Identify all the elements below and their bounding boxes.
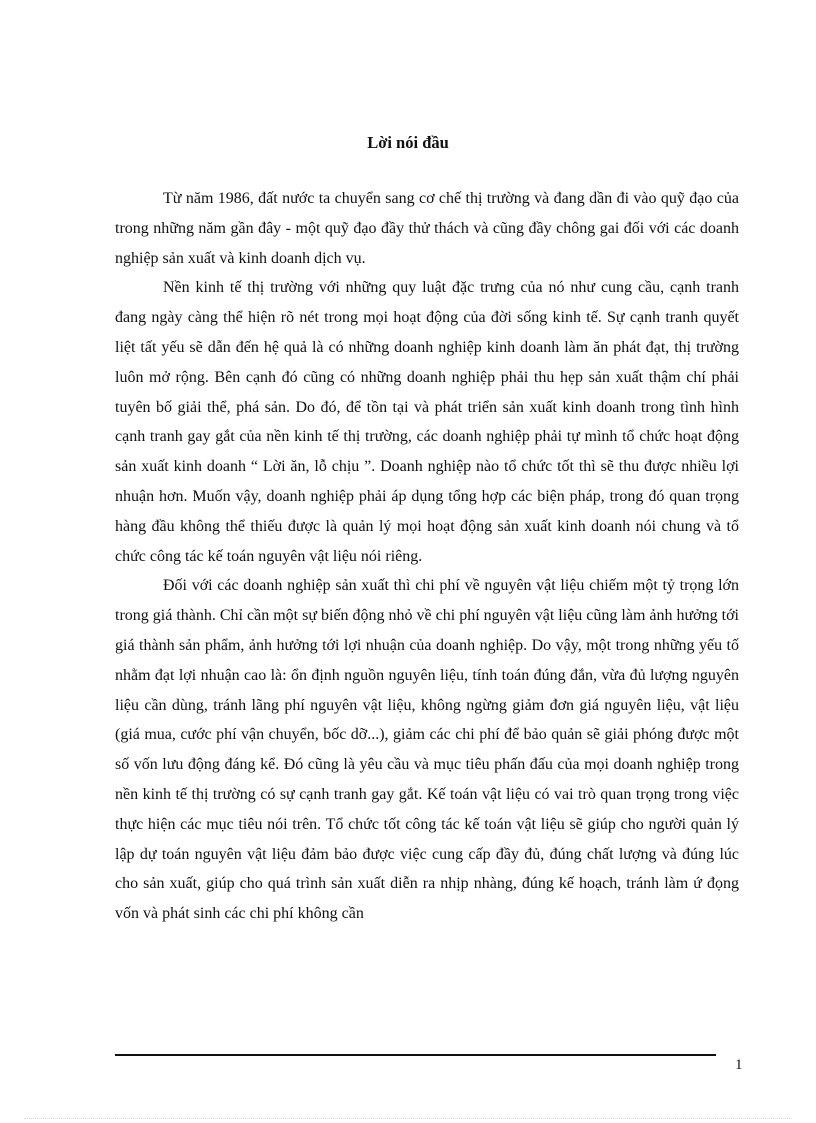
footer-divider	[115, 1054, 716, 1056]
page-title: Lời nói đầu	[367, 133, 449, 152]
paragraph-market-economy: Nền kinh tế thị trường với những quy luật đặc trưng của nó như cung cầu, cạnh tranh đang ngày càng thể hiện rõ nét trong mọi hoạt động của đời sống kinh tế. Sự cạnh tranh quyết liệt tất yếu sẽ dẫn đến hệ quả là có những doanh nghiệp kinh doanh làm ăn phát đạt, thị trường luôn mở rộng. Bên cạnh đó cũng có những doanh nghiệp phải thu hẹp sản xuất thậm chí phải tuyên bố giải thể, phá sản. Do đó, để tồn tại và phát triển sản xuất kinh doanh trong tình hình cạnh tranh gay gắt của nền kinh tế thị trường, các doanh nghiệp phải tự mình tổ chức hoạt động sản xuất kinh doanh “ Lời ăn, lỗ chịu ”. Doanh nghiệp nào tổ chức tốt thì sẽ thu được nhiều lợi nhuận hơn. Muốn vậy, doanh nghiệp phải áp dụng tổng hợp các biện pháp, trong đó quan trọng hàng đầu không thể thiếu được là quản lý mọi hoạt động sản xuất kinh doanh nói chung và tổ chức công tác kế toán nguyên vật liệu nói riêng.	[115, 279, 739, 565]
body-text	[115, 184, 739, 929]
paragraph-material-costs: Đối với các doanh nghiệp sản xuất thì chi phí về nguyên vật liệu chiếm một tỷ trọng lớn trong giá thành. Chỉ cần một sự biến động nhỏ về chi phí nguyên vật liệu cũng làm ảnh hưởng tới giá thành sản phẩm, ảnh hưởng tới lợi nhuận của doanh nghiệp. Do vậy, một trong những yếu tố nhằm đạt lợi nhuận cao là: ổn định nguồn nguyên liệu, tính toán đúng đắn, vừa đủ lượng nguyên liệu cần dùng, tránh lãng phí nguyên vật liệu, không ngừng giảm đơn giá nguyên liệu, vật liệu (giá mua, cước phí vận chuyển, bốc dỡ...), giảm các chi phí để bảo quản sẽ giải phóng được một số vốn lưu động đáng kể. Đó cũng là yêu cầu và mục tiêu phấn đấu của mọi doanh nghiệp trong nền kinh tế thị trường có sự cạnh tranh gay gắt. Kế toán vật liệu có vai trò quan trọng trong việc thực hiện các mục tiêu nói trên. Tổ chức tốt công tác kế toán vật liệu sẽ giúp cho người quản lý lập dự toán nguyên vật liệu đảm bảo được việc cung cấp đầy đủ, đúng chất lượng và đúng lúc cho sản xuất, giúp cho quá trình sản xuất diễn ra nhịp nhàng, đúng kế hoạch, tránh làm ứ đọng vốn và phát sinh các chi phí không cần	[115, 577, 739, 923]
page-number: 1	[735, 1057, 743, 1073]
page-bottom-edge	[24, 1118, 792, 1119]
paragraph-intro: Từ năm 1986, đất nước ta chuyển sang cơ chế thị trường và đang dần đi vào quỹ đạo của trong những năm gần đây - một quỹ đạo đầy thử thách và cũng đầy chông gai đối với các doanh nghiệp sản xuất và kinh doanh dịch vụ.	[115, 190, 739, 267]
